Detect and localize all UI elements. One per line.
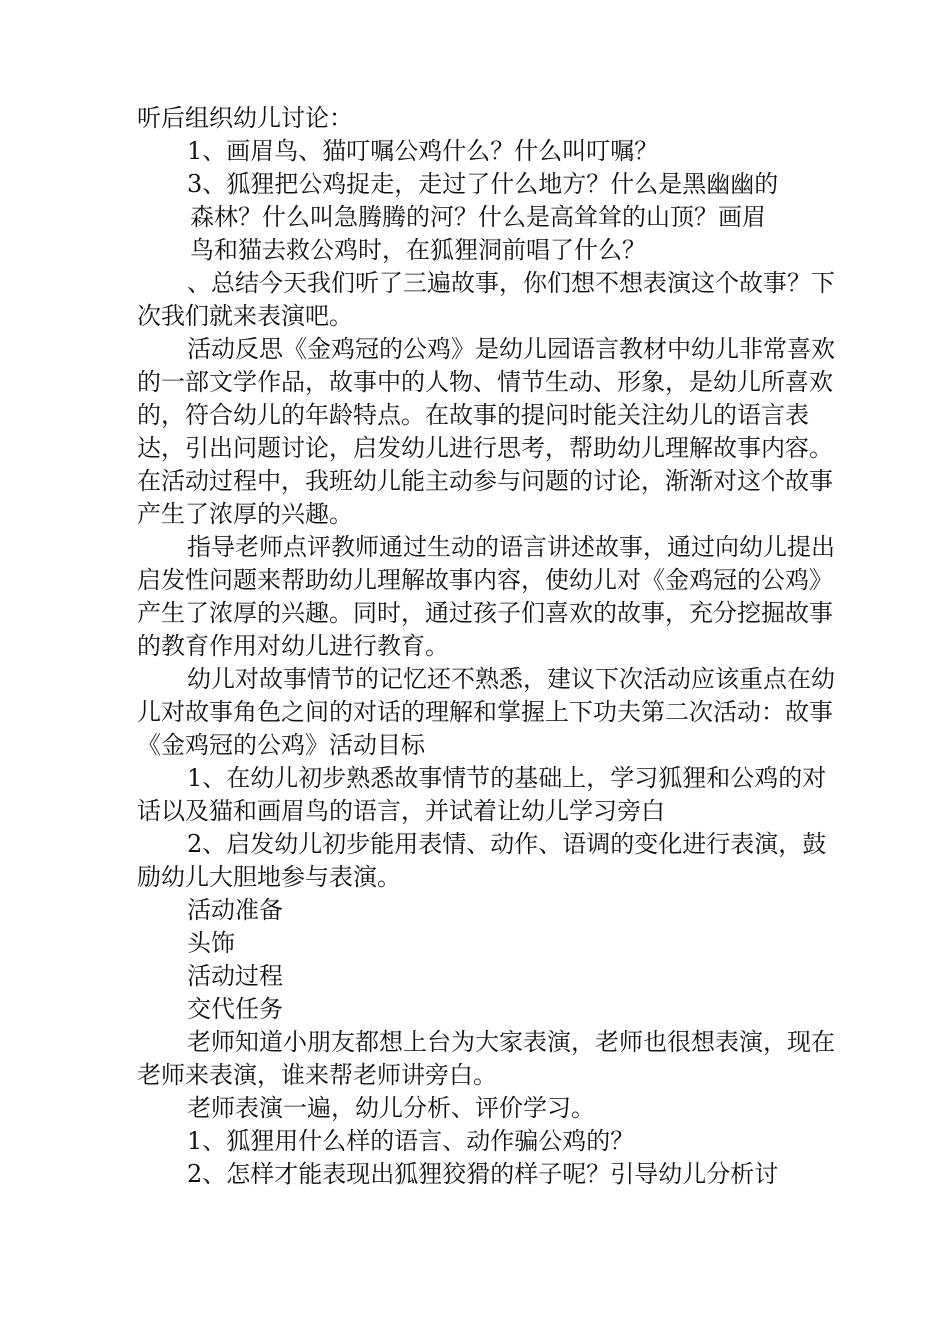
paragraph-suggestion: 幼儿对故事情节的记忆还不熟悉，建议下次活动应该重点在幼儿对故事角色之间的对话的理解和掌握上下功夫第二次活动：故事《金鸡冠的公鸡》活动目标	[137, 665, 835, 759]
paragraph-reflection: 活动反思《金鸡冠的公鸡》是幼儿园语言教材中幼儿非常喜欢的一部文学作品，故事中的人物、情节生动、形象，是幼儿所喜欢的，符合幼儿的年龄特点。在故事的提问时能关注幼儿的语言表达，引出问题讨论，启发幼儿进行思考，帮助幼儿理解故事内容。在活动过程中，我班幼儿能主动参与问题的讨论，渐渐对这个故事产生了浓厚的兴趣。	[137, 335, 835, 528]
paragraph-question-3	[137, 168, 850, 267]
item-headwear: 头饰	[187, 929, 235, 957]
question-3-line-3: 鸟和猫去救公鸡时，在狐狸洞前唱了什么？	[190, 236, 646, 264]
paragraph-discussion-1: 1、狐狸用什么样的语言、动作骗公鸡的？	[187, 1127, 635, 1155]
paragraph-intro: 听后组织幼儿讨论：	[137, 104, 353, 132]
paragraph-teacher-performs: 老师知道小朋友都想上台为大家表演，老师也很想表演，现在老师来表演，谁来帮老师讲旁白。	[137, 1028, 835, 1089]
document-body	[137, 102, 850, 1191]
paragraph-question-1: 1、画眉鸟、猫叮嘱公鸡什么？什么叫叮嘱？	[187, 137, 659, 165]
paragraph-teacher-review: 指导老师点评教师通过生动的语言讲述故事，通过向幼儿提出启发性问题来帮助幼儿理解故事内容，使幼儿对《金鸡冠的公鸡》产生了浓厚的兴趣。同时，通过孩子们喜欢的故事，充分挖掘故事的教育作用对幼儿进行教育。	[137, 533, 835, 660]
question-3-line-2: 森林？什么叫急腾腾的河？什么是高耸耸的山顶？画眉	[190, 203, 766, 231]
paragraph-analysis: 老师表演一遍，幼儿分析、评价学习。	[187, 1094, 595, 1122]
paragraph-summary: 、总结今天我们听了三遍故事，你们想不想表演这个故事？下次我们就来表演吧。	[137, 269, 835, 330]
heading-preparation: 活动准备	[187, 896, 283, 924]
item-assign-task: 交代任务	[187, 995, 283, 1023]
question-3-line-1: 3、狐狸把公鸡捉走，走过了什么地方？什么是黑幽幽的	[187, 170, 779, 198]
paragraph-goal-1: 1、在幼儿初步熟悉故事情节的基础上，学习狐狸和公鸡的对话以及猫和画眉鸟的语言，并试着让幼儿学习旁白	[137, 764, 827, 825]
paragraph-goal-2: 2、启发幼儿初步能用表情、动作、语调的变化进行表演，鼓励幼儿大胆地参与表演。	[137, 830, 827, 891]
heading-process: 活动过程	[187, 962, 283, 990]
paragraph-discussion-2: 2、怎样才能表现出狐狸狡猾的样子呢？引导幼儿分析讨	[187, 1160, 779, 1188]
